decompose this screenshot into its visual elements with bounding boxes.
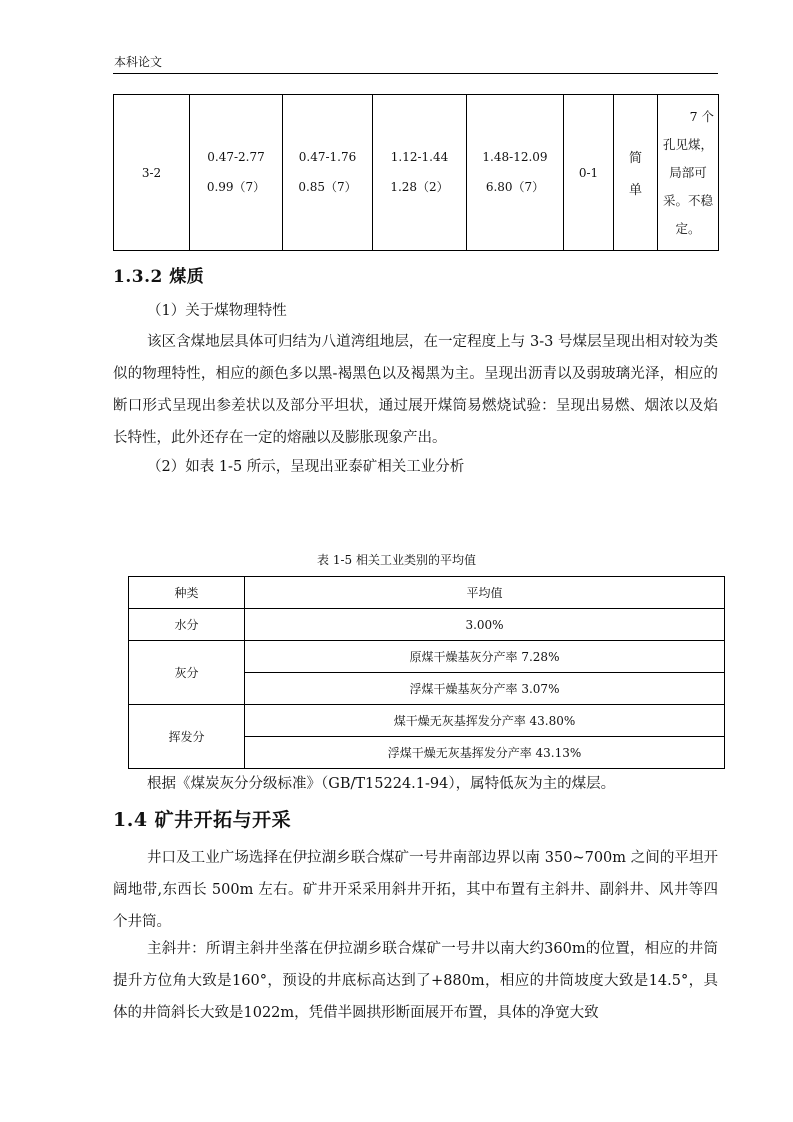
table-caption: 表 1-5 相关工业类别的平均值 bbox=[317, 553, 476, 567]
paragraph: 该区含煤地层具体可归结为八道湾组地层，在一定程度上与 3-3 号煤层呈现出相对较为类似的物理特性，相应的颜色多以黑-褐黑色以及褐黑为主。呈现出沥青以及弱玻璃光泽，相应的断口形式呈现出参差状以及部分平坦状，通过展开煤筒易燃烧试验：呈现出易燃、烟浓以及焰长特性，此外还存在一定的熔融以及膨胀现象产出。 bbox=[113, 334, 718, 446]
remark-cell bbox=[658, 95, 719, 251]
remark-line: 定。 bbox=[675, 220, 701, 236]
section-heading-mine-development: 1.4 矿井开拓与开采 bbox=[113, 809, 292, 831]
table-row bbox=[129, 641, 725, 673]
table-cell bbox=[614, 95, 658, 251]
table-cell: 浮煤干燥无灰基挥发分产率 43.13% bbox=[245, 737, 725, 769]
paragraph: 井口及工业广场选择在伊拉湖乡联合煤矿一号井南部边界以南 350~700m 之间的平坦开阔地带,东西长 500m 左右。矿井开采采用斜井开拓，其中布置有主斜井、副斜井、风井等四个井筒。 bbox=[113, 850, 718, 930]
column-header: 平均值 bbox=[245, 577, 725, 609]
column-header: 种类 bbox=[129, 577, 245, 609]
table-row bbox=[114, 95, 719, 251]
remark-line: 7 个 bbox=[689, 108, 714, 124]
table-cell bbox=[283, 95, 373, 251]
range-value: 0.47-2.77 bbox=[207, 150, 265, 164]
seam-id: 3-2 bbox=[141, 165, 162, 180]
avg-value: 0.99（7） bbox=[206, 180, 266, 194]
table-header-row bbox=[129, 577, 725, 609]
row-label: 灰分 bbox=[129, 641, 245, 705]
table-row bbox=[129, 609, 725, 641]
paragraph: 主斜井：所谓主斜井坐落在伊拉湖乡联合煤矿一号井以南大约360m的位置，相应的井筒提升方位角大致是160°，预设的井底标高达到了+880m，相应的井筒坡度大致是14.5°，具体的井筒斜长大致是1022m，凭借半圆拱形断面展开布置，具体的净宽大致 bbox=[113, 941, 718, 1021]
structure-char: 单 bbox=[628, 183, 642, 198]
coal-seam-table-continued bbox=[113, 94, 719, 251]
remark-line: 采。不稳 bbox=[662, 192, 713, 208]
table-cell bbox=[467, 95, 564, 251]
table-cell bbox=[373, 95, 467, 251]
row-label: 水分 bbox=[129, 609, 245, 641]
range-value: 1.48-12.09 bbox=[482, 150, 548, 164]
table-row bbox=[129, 705, 725, 737]
paragraph: 根据《煤炭灰分分级标准》（GB/T15224.1-94），属特低灰为主的煤层。 bbox=[147, 776, 616, 792]
table-cell: 原煤干燥基灰分产率 7.28% bbox=[245, 641, 725, 673]
avg-value: 1.28（2） bbox=[390, 180, 449, 194]
avg-value: 6.80（7） bbox=[485, 180, 545, 194]
table-cell: 浮煤干燥基灰分产率 3.07% bbox=[245, 673, 725, 705]
range-value: 0.47-1.76 bbox=[298, 150, 357, 164]
table-cell: 煤干燥无灰基挥发分产率 43.80% bbox=[245, 705, 725, 737]
avg-value: 0.85（7） bbox=[298, 180, 357, 194]
header-rule bbox=[113, 73, 718, 74]
row-label: 挥发分 bbox=[129, 705, 245, 769]
range-value: 1.12-1.44 bbox=[390, 150, 449, 164]
paragraph: （2）如表 1-5 所示，呈现出亚泰矿相关工业分析 bbox=[147, 459, 465, 475]
section-heading-coal-quality: 1.3.2 煤质 bbox=[113, 267, 205, 287]
remark-line: 局部可 bbox=[669, 164, 707, 180]
interlayer-count: 0-1 bbox=[578, 165, 599, 180]
seam-cell bbox=[114, 95, 190, 251]
table-cell: 3.00% bbox=[245, 609, 725, 641]
page-header-title: 本科论文 bbox=[114, 55, 163, 69]
remark-line: 孔见煤， bbox=[662, 136, 713, 152]
paragraph: （1）关于煤物理特性 bbox=[147, 303, 287, 319]
table-cell bbox=[190, 95, 283, 251]
structure-char: 简 bbox=[628, 151, 642, 166]
industrial-analysis-table bbox=[128, 576, 725, 769]
table-cell bbox=[564, 95, 614, 251]
